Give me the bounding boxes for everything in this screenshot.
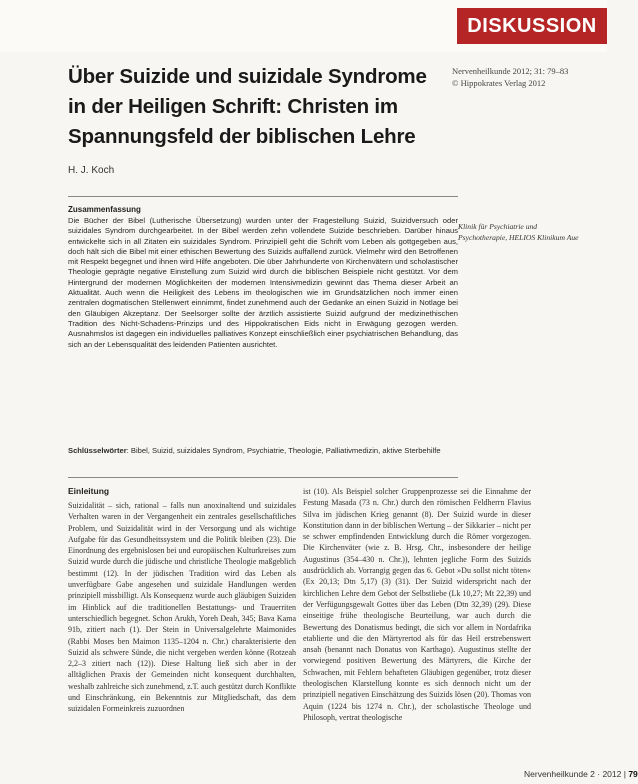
section-heading: Einleitung xyxy=(68,486,110,496)
abstract-text: Die Bücher der Bibel (Lutherische Übersetzung) wurden unter der Fragestellung Suizid, Suizidversuch oder suizidales Syndrom durchgearbeitet. In der Bibel werden zehn vollendete Suizide beschrieben. Darüber hinaus entwickelte sich in all Zitaten ein suizidales Syndrom. Prinzipiell geht die Schrift vom Leben als gottgegeben aus, doch hält sich die Bibel mit einer ethischen Bewertung des Suizids auffallend zurück. Vielmehr wird den Betroffenen mit Respekt begegnet und ihnen wird Hilfe angeboten. Die über Jahrhunderte von Kirchenvätern und scholastischer Theologie geprägte negative Einstellung zum Suizid wird durch die biblischen Beispiele nicht gestützt. Vor dem Hintergrund der modernen Möglichkeiten der modernen Intensivmedizin gewinnt das Thema dieser Arbeit an Aktualität. Auch wenn die Heiligkeit des Lebens im theologischen wie im Grundsätzlichen noch immer einen zentralen dogmatischen Stellenwert einnimmt, findet zunehmend auch der Gedanke an einen Suizid in Notlage bei den Gläubigen Akzeptanz. Der Seelsorger sollte der ärztlich assistierte Suizid aufgrund der medizinethischen Tradition des Nicht-Schadens-Prinzips und des Hippokratischen Eids nicht in Erwägung gezogen werden. Ausnahmslos ist dagegen ein individuelles palliatives Konzept einschließlich einer psychiatrischen Behandlung, das sich an der Lebensqualität des leidenden Patienten ausrichtet. xyxy=(68,216,458,349)
affiliation-line: Psychotherapie, HELIOS Klinikum Aue xyxy=(458,232,579,242)
body-column-left: Suizidalität – sich, rational – falls nun anoxinaltend und suizidales Verhalten waren in der Vergangenheit ein zentrales gesellschaftliches Problem, und Suizidalität wird in der Versorgung und als wichtige Aufgabe für das Gesundheitssystem und die Politik bleiben (23). Die Einordnung des ergebnislosen bei und europäischen Kulturkreises zum Suizid wurde durch die jüdische und christliche Theologie maßgeblich bestimmt (12). In der jüdischen Tradition wird das Leben als unverfügbare Gabe angesehen und suizidale Handlungen werden prinzipiell missbilligt. Als Konsequenz wurde auch gläubigen Suiziden im Hinblick auf die traditionellen Bestattungs- und Trauerriten unterschiedlich begegnet. Schon Arukh, Yoreh Deah, 345; Bava Kama 91b, zitiert nach (1). Der Stein in Universalgelehrte Maimonides (Rabbi Moses ben Maimon 1135–1204 n. Chr.) charakterisierte den Suizid als schwere Sünde, die nicht vergeben werden könne (Rotzeah 2,2–3 zitiert nach (12)). Diese Haltung ließ sich aber in der alltäglichen Praxis der Gemeinden nicht konsequent durchhalten, weshalb zahlreiche sich zunehmend, z.T. auch gestützt durch Konflikte und Einschränkung, ein Bekenntnis zur Mitgliedschaft, das dem suizidalen Formeinkreis zuzuordnen xyxy=(68,501,296,714)
footer-journal: Nervenheilkunde xyxy=(524,769,588,779)
keywords-label: Schlüsselwörter xyxy=(68,446,127,455)
affiliation-line: Klinik für Psychiatrie und xyxy=(458,222,538,231)
top-bar xyxy=(0,0,607,52)
article-title: Über Suizide und suizidale Syndrome in der Heiligen Schrift: Christen im Spannungsfeld der biblischen Lehre xyxy=(68,65,427,148)
footer-issue: 2 · 2012 xyxy=(590,769,622,779)
divider xyxy=(68,477,458,478)
keywords: Schlüsselwörter: Bibel, Suizid, suizidales Syndrom, Psychiatrie, Theologie, Palliativmedizin, aktive Sterbehilfe xyxy=(68,446,441,455)
section-tab: DISKUSSION xyxy=(457,8,607,44)
author-affiliation xyxy=(458,222,603,243)
journal-info xyxy=(452,65,602,89)
journal-publisher: © Hippokrates Verlag 2012 xyxy=(452,78,546,88)
divider xyxy=(68,196,458,197)
abstract-heading: Zusammenfassung xyxy=(68,205,141,214)
author: H. J. Koch xyxy=(68,165,115,176)
page-footer: Nervenheilkunde 2 · 2012 | 79 xyxy=(524,769,638,779)
keywords-list: Bibel, Suizid, suizidales Syndrom, Psychiatrie, Theologie, Palliativmedizin, aktive Sterbehilfe xyxy=(130,446,441,455)
body-column-right: ist (10). Als Beispiel solcher Gruppenprozesse sei die Einnahme der Festung Masada (73 n. Chr.) durch den römischen Feldherrn Flavius Silva im jüdischen Krieg genannt (8). Der Suizid wurde in dieser Konstitution dann in der biblischen Wertung – der Sikkarier – nicht per se schwer empfindenden Entwicklung durch die Römer vorgezogen. Die Kirchenväter (wie z. B. Hrsg. Chr., insbesondere der heilige Augustinus (354–430 n. Chr.)), lehnten jegliche Form des Suizids ausdrücklich ab. Vorrangig gegen das 6. Gebot »Du sollst nicht töten« (Ex 20,13; Dtn 5,17) (3) (31). Der Suizid widerspricht nach der kirchlichen Lehre dem Gebot der Selbstliebe (Lk 10,27; Mt 22,39) und der Verfügungsgewalt Gottes über das Leben (Dtn 32,39) (29). Diese einseitige frühe theologische Beurteilung, war auch durch die Bewertung des Donatismus bedingt, die sich vor allem in Nordafrika etablierte und die den Märtyrertod als für das Heil erstrebenswert ansah (benannt nach Donatus von Karthago). Augustinus stellte der vorwiegend positiven Bewertung des Märtyrers, die Kirche der Schwachen, mit Fehlern behafteten Gläubigen gegenüber, trotz dieser theologischen Klarstellung konnte es sich dennoch nicht um der prinzipiell negativen Einschätzung des Suizids lösen (20). Thomas von Aquin (1224 bis 1274 n. Chr.), der scholastische Theologe und Philosoph, vertrat theologische xyxy=(303,487,531,722)
journal-citation: Nervenheilkunde 2012; 31: 79–83 xyxy=(452,66,569,76)
page-number: 79 xyxy=(628,769,638,779)
